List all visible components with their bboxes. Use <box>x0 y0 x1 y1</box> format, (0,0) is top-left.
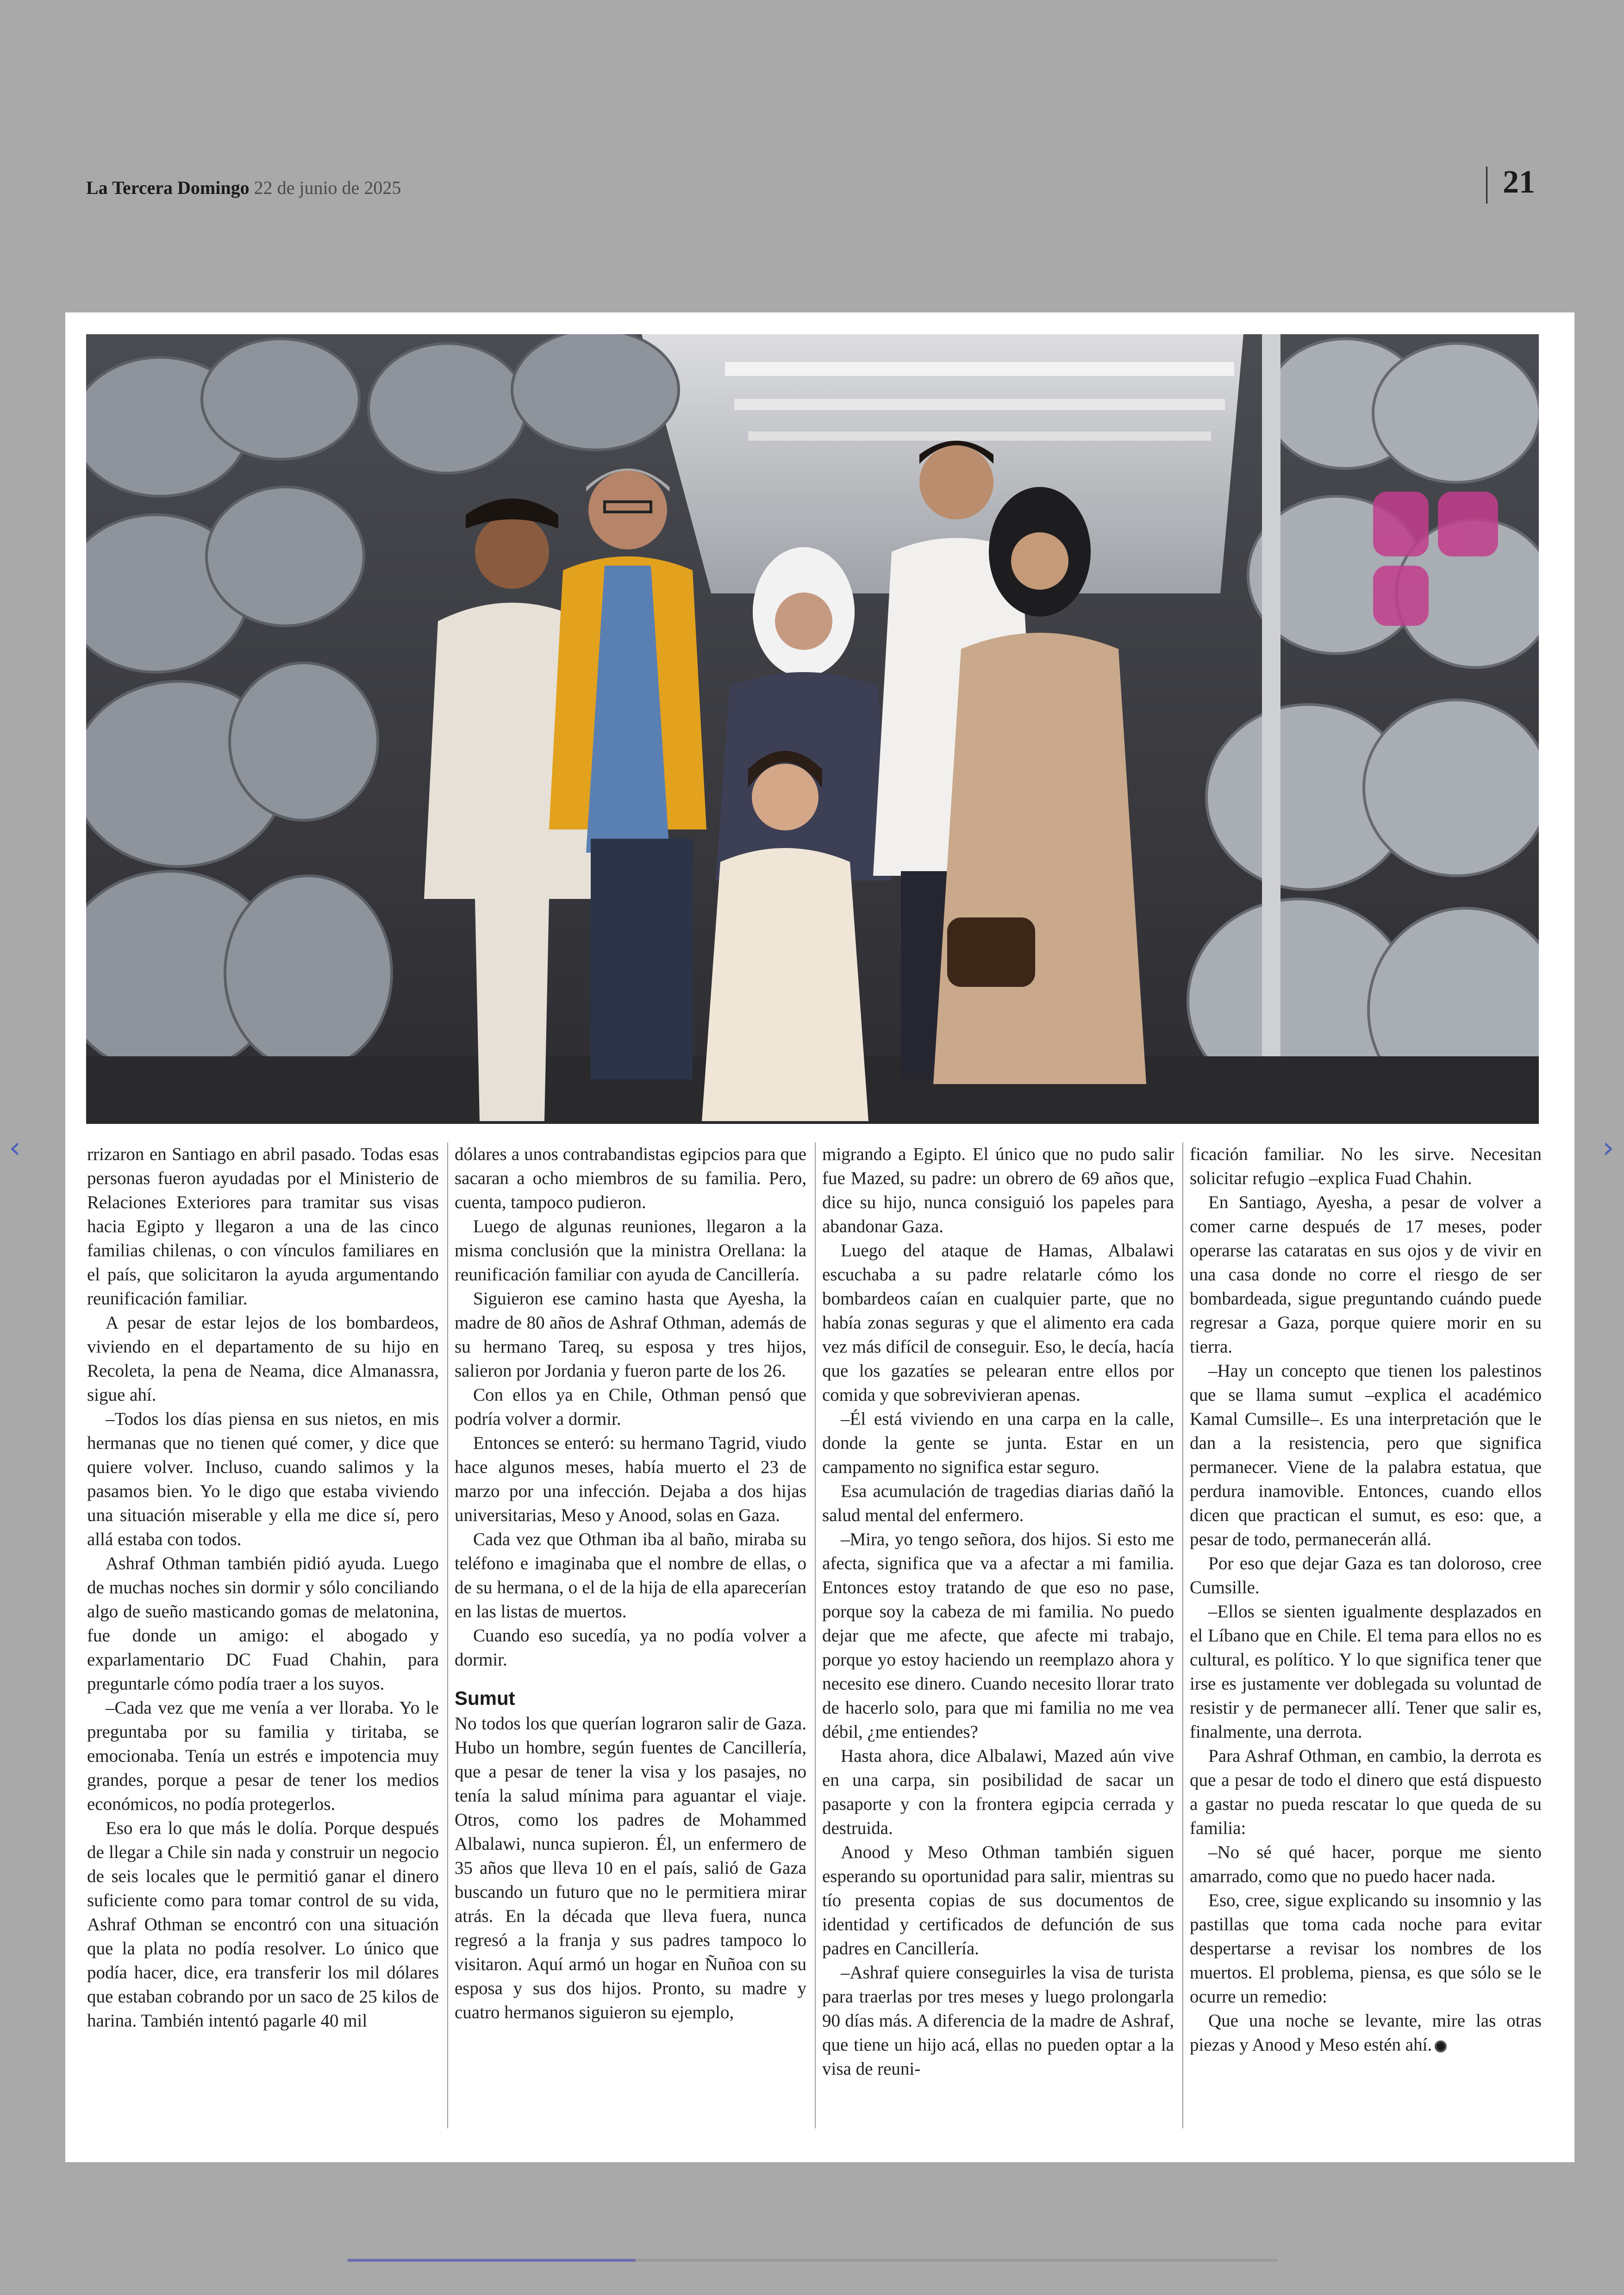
reading-progress-bar[interactable] <box>347 2259 1278 2262</box>
article-column-4 <box>1190 1142 1542 2128</box>
chevron-left-icon: ‹ <box>9 1131 21 1165</box>
paragraph: Eso, cree, sigue explicando su insomnio y las pastillas que toma cada noche para evitar despertarse a revisar los nombres de los muertos. El problema, piensa, es que sólo se le ocurre un remedio: <box>1190 1890 1542 2007</box>
article-column-1 <box>87 1142 439 2128</box>
subhead: Sumut <box>455 1687 515 1709</box>
column-2-bottom <box>455 1712 806 2025</box>
column-2-top <box>455 1142 806 1672</box>
page-number: 21 <box>1503 164 1535 200</box>
paragraph: migrando a Egipto. El único que no pudo salir fue Mazed, su padre: un obrero de 69 años que, dice su hijo, nunca consiguió los papeles para abandonar Gaza. <box>822 1144 1174 1236</box>
paragraph: No todos los que querían lograron salir de Gaza. Hubo un hombre, según fuentes de Cancillería, que a pesar de tener la visa y los pasajes, no tenía la salud mínima para aguantar el viaje. Otros, como los padres de Mohammed Albalawi, nunca supieron. Él, un enfermero de 35 años que lleva 10 en el país, salió de Gaza buscando un futuro que no le permitiera mirar atrás. En la década que lleva fuera, nunca regresó a la franja y sus padres tampoco lo visitaron. Aquí armó un hogar en Ñuñoa con su esposa y sus dos hijos. Pronto, su madre y cuatro hermanos siguieron su ejemplo, <box>455 1714 806 2022</box>
family-photo <box>86 334 1539 1124</box>
paragraph: Para Ashraf Othman, en cambio, la derrota es que a pesar de todo el dinero que está dispuesto a gastar no pueda rescatar lo que queda de su familia: <box>1190 1746 1542 1838</box>
column-divider <box>815 1142 816 2128</box>
reading-progress-fill <box>347 2259 636 2262</box>
issue-date: 22 de junio de 2025 <box>254 177 401 198</box>
paragraph: Por eso que dejar Gaza es tan doloroso, cree Cumsille. <box>1190 1553 1542 1597</box>
paragraph: Hasta ahora, dice Albalawi, Mazed aún vive en una carpa, sin posibilidad de sacar un pasaporte y con la frontera egipcia cerrada y destruida. <box>822 1746 1174 1838</box>
paragraph: Cuando eso sucedía, ya no podía volver a dormir. <box>455 1626 806 1670</box>
paragraph: Ashraf Othman también pidió ayuda. Luego de muchas noches sin dormir y sólo conciliando algo de sueño masticando gomas de melatonina, fue donde un amigo: el abogado y exparlamentario DC Fuad Chahin, para preguntarle cómo podía traer a los suyos. <box>87 1553 439 1694</box>
article-column-2 <box>455 1142 806 2128</box>
paragraph: dólares a unos contrabandistas egipcios para que sacaran a ocho miembros de su familia. Pero, cuenta, tampoco pudieron. <box>455 1144 806 1212</box>
article-body <box>87 1142 1542 2128</box>
paragraph: En Santiago, Ayesha, a pesar de volver a comer carne después de 17 meses, poder operarse las cataratas en sus ojos y de vivir en una casa donde no corre el riesgo de ser bombardeada, sigue preguntando cuándo puede regresar a Gaza, porque quiere morir en su tierra. <box>1190 1192 1542 1357</box>
paragraph: –Todos los días piensa en sus nietos, en mis hermanas que no tienen qué comer, y dice que quiere volver. Incluso, cuando salimos y la pasamos bien. Yo le digo que estaba viviendo una situación miserable y ella me dice sí, pero allá estaba con todos. <box>87 1409 439 1549</box>
chevron-right-icon: › <box>1602 1131 1614 1165</box>
paragraph: Entonces se enteró: su hermano Tagrid, viudo hace algunos meses, había muerto el 23 de marzo por una infección. Dejaba a dos hijas universitarias, Meso y Anood, solas en Gaza. <box>455 1433 806 1525</box>
masthead <box>86 177 401 199</box>
paragraph: Siguieron ese camino hasta que Ayesha, la madre de 80 años de Ashraf Othman, además de su hermano Tareq, su esposa y tres hijos, salieron por Jordania y fueron parte de los 26. <box>455 1289 806 1381</box>
paragraph: Esa acumulación de tragedias diarias dañó la salud mental del enfermero. <box>822 1481 1174 1525</box>
paragraph: –Ashraf quiere conseguirles la visa de turista para traerlas por tres meses y luego prolongarla 90 días más. A diferencia de la madre de Ashraf, que tiene un hijo acá, ellas no pueden optar a la visa de reuni- <box>822 1963 1174 2079</box>
paragraph: –Él está viviendo en una carpa en la calle, donde la gente se junta. Estar en un campamento no significa estar seguro. <box>822 1409 1174 1477</box>
paragraph: rrizaron en Santiago en abril pasado. Todas esas personas fueron ayudadas por el Ministerio de Relaciones Exteriores para tramitar sus visas hacia Egipto y llegaron a una de las cinco familias chilenas, o con vínculos familiares en el país, que solicitaron la ayuda argumentando reunificación familiar. <box>87 1144 439 1309</box>
paragraph: Anood y Meso Othman también siguen esperando su oportunidad para salir, mientras su tío presenta copias de sus documentos de identidad y certificados de defunción de sus padres en Cancillería. <box>822 1842 1174 1958</box>
next-page-button[interactable] <box>1594 1129 1622 1166</box>
paragraph: –Cada vez que me venía a ver lloraba. Yo le preguntaba por su familia y tiritaba, se emocionaba. Tenía un estrés e impotencia muy grandes, porque a pesar de tener los medios económicos, no podía protegerlos. <box>87 1698 439 1814</box>
family-photo-icon <box>86 334 1539 1124</box>
end-of-article-icon <box>1435 2040 1447 2052</box>
paragraph: Cada vez que Othman iba al baño, miraba su teléfono e imaginaba que el nombre de ellas, o de su hermana, o el de la hija de ella aparecerían en las listas de muertos. <box>455 1529 806 1621</box>
paragraph: Luego de algunas reuniones, llegaron a la misma conclusión que la ministra Orellana: la reunificación familiar con ayuda de Cancillería. <box>455 1216 806 1285</box>
paragraph: –Hay un concepto que tienen los palestinos que se llama sumut –explica el académico Kamal Cumsille–. Es una interpretación que le dan a la resistencia, pero que significa permanecer. Viene de la palabra estatua, que perdura inamovible. Entonces, cuando ellos dicen que practican el sumut, es eso: que, a pesar de todo, permanecerán allá. <box>1190 1361 1542 1549</box>
paragraph: A pesar de estar lejos de los bombardeos, viviendo en el departamento de su hijo en Recoleta, la pena de Neama, dice Almanassra, sigue ahí. <box>87 1313 439 1405</box>
paragraph: Que una noche se levante, mire las otras piezas y Anood y Meso estén ahí. <box>1190 2011 1542 2055</box>
paragraph: Luego del ataque de Hamas, Albalawi escuchaba a su padre relatarle cómo los bombardeos caían en cualquier parte, que no había zonas seguras y que el alimento era cada vez más difícil de conseguir. Eso, le decía, hacía que los gazatíes se pelearan entre ellos por comida y que sobrevivieran apenas. <box>822 1241 1174 1405</box>
column-divider <box>1182 1142 1183 2128</box>
page-header <box>86 164 1540 213</box>
paragraph: Con ellos ya en Chile, Othman pensó que podría volver a dormir. <box>455 1385 806 1429</box>
paragraph: ficación familiar. No les sirve. Necesitan solicitar refugio –explica Fuad Chahin. <box>1190 1144 1542 1188</box>
publication-name: La Tercera Domingo <box>86 177 250 198</box>
article-column-3 <box>822 1142 1174 2128</box>
paragraph: –Mira, yo tengo señora, dos hijos. Si esto me afecta, significa que va a afectar a mi familia. Entonces estoy tratando de que eso no pase, porque soy la cabeza de mi familia. No puedo dejar que me afecte, que afecte mi trabajo, porque yo estoy haciendo un reemplazo ahora y necesito ese dinero. Cuando necesito llorar trato de hacerlo solo, para que mi familia no me vea débil, ¿me entiendes? <box>822 1529 1174 1742</box>
paragraph: –No sé qué hacer, porque me siento amarrado, como que no puedo hacer nada. <box>1190 1842 1542 1886</box>
paragraph: Eso era lo que más le dolía. Porque después de llegar a Chile sin nada y construir un negocio de seis locales que le permitió ganar el dinero suficiente como para tomar control de su vida, Ashraf Othman se encontró con una situación que la plata no podía resolver. Lo único que podía hacer, dice, era transferir los mil dólares que estaban cobrando por un saco de 25 kilos de harina. También intentó pagarle 40 mil <box>87 1818 439 2031</box>
column-divider <box>447 1142 448 2128</box>
prev-page-button[interactable] <box>1 1129 29 1166</box>
paragraph: –Ellos se sienten igualmente desplazados en el Líbano que en Chile. El tema para ellos no es cultural, es político. Y lo que significa tener que irse es justamente ver doblegada su voluntad de resistir y de permanecer allí. Tener que salir es, finalmente, una derrota. <box>1190 1602 1542 1742</box>
page-number-rule <box>1486 167 1487 204</box>
